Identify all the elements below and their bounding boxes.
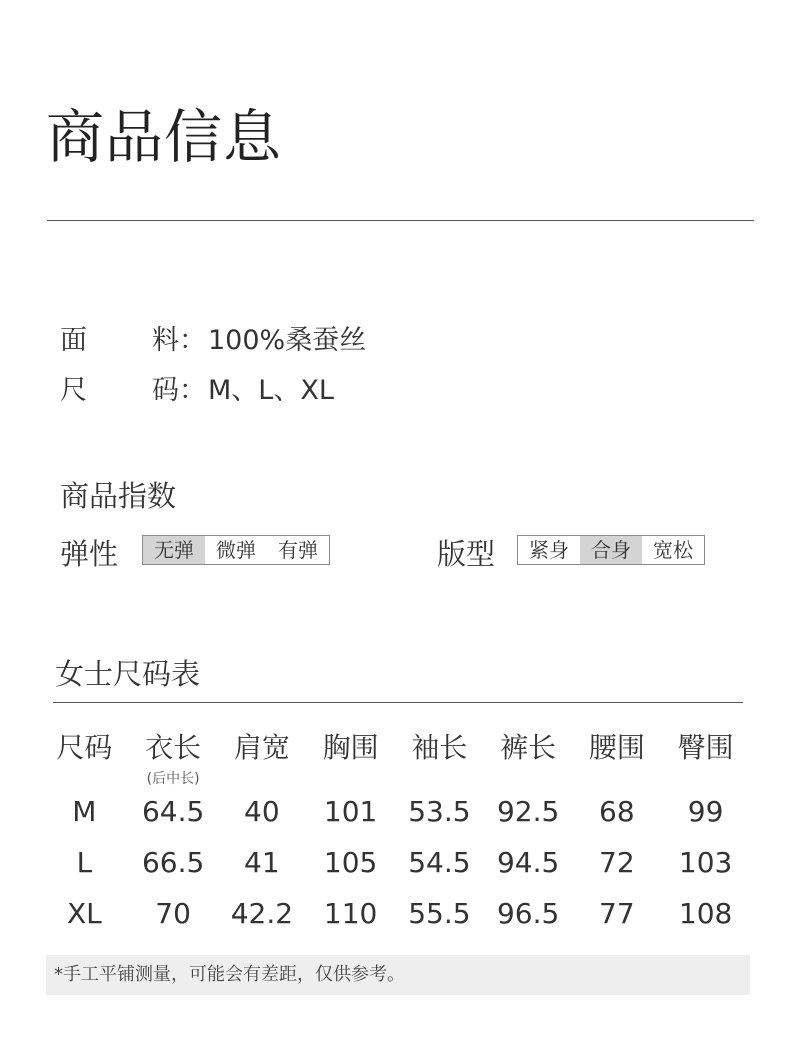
page-title: 商品信息 — [46, 103, 283, 171]
header-hip: 臀围 — [677, 731, 734, 764]
table-cell: 40 — [244, 795, 280, 828]
table-row — [40, 837, 750, 888]
fit-option-tight: 紧身 — [529, 538, 569, 562]
table-cell: 64.5 — [141, 795, 205, 828]
table-cell: 54.5 — [408, 846, 471, 879]
fit-options — [517, 535, 705, 565]
table-cell: 99 — [687, 795, 724, 828]
table-cell: 55.5 — [408, 897, 471, 930]
table-row — [40, 888, 750, 939]
table-cell: 42.2 — [230, 897, 294, 930]
indices-title: 商品指数 — [60, 479, 177, 513]
header-size: 尺码 — [56, 731, 113, 764]
header-shoulder: 肩宽 — [233, 731, 290, 764]
header-pants-length: 裤长 — [500, 731, 557, 764]
table-cell: 70 — [155, 897, 191, 930]
header-waist: 腰围 — [588, 731, 645, 764]
table-cell: L — [76, 846, 93, 879]
elasticity-label: 弹性 — [60, 537, 119, 571]
table-cell: 96.5 — [496, 897, 560, 930]
size-table-header — [40, 726, 750, 786]
header-length-note: (后中长) — [146, 771, 200, 787]
table-cell: 68 — [599, 795, 635, 828]
fit-option-loose: 宽松 — [653, 538, 693, 562]
table-cell: 101 — [323, 795, 378, 828]
table-cell: 94.5 — [496, 846, 560, 879]
table-cell: 41 — [244, 846, 280, 879]
size-value: M、L、XL — [208, 375, 334, 406]
fit-label: 版型 — [437, 537, 496, 571]
fabric-label-a: 面 — [60, 325, 87, 356]
table-cell: M — [72, 795, 97, 828]
elasticity-option-none: 无弹 — [143, 536, 205, 564]
size-table — [40, 726, 750, 939]
header-chest: 胸围 — [322, 731, 379, 764]
header-length-label: 衣长 — [145, 731, 202, 764]
table-cell: 92.5 — [496, 795, 560, 828]
table-cell: 110 — [323, 897, 378, 930]
title-divider — [47, 220, 754, 221]
table-cell: XL — [66, 897, 102, 930]
elasticity-options — [142, 535, 330, 565]
elasticity-option-stretch: 有弹 — [278, 538, 318, 562]
table-cell: 103 — [678, 846, 733, 879]
header-sleeve: 袖长 — [411, 731, 468, 764]
table-cell: 108 — [678, 897, 733, 930]
fabric-label-b: 料： — [152, 325, 206, 356]
table-cell: 72 — [599, 846, 635, 879]
elasticity-option-slight: 微弹 — [216, 538, 256, 562]
table-cell: 53.5 — [408, 795, 471, 828]
size-label-b: 码： — [152, 375, 206, 406]
size-table-title: 女士尺码表 — [55, 657, 201, 691]
fit-option-regular: 合身 — [580, 536, 642, 564]
size-label-a: 尺 — [60, 375, 87, 406]
header-length — [129, 726, 218, 786]
table-cell: 105 — [323, 846, 378, 879]
measurement-note: *手工平铺测量，可能会有差距，仅供参考。 — [46, 955, 750, 995]
fabric-value: 100%桑蚕丝 — [208, 325, 367, 356]
table-cell: 77 — [599, 897, 635, 930]
size-table-divider — [53, 702, 743, 703]
table-cell: 66.5 — [141, 846, 205, 879]
table-row — [40, 786, 750, 837]
